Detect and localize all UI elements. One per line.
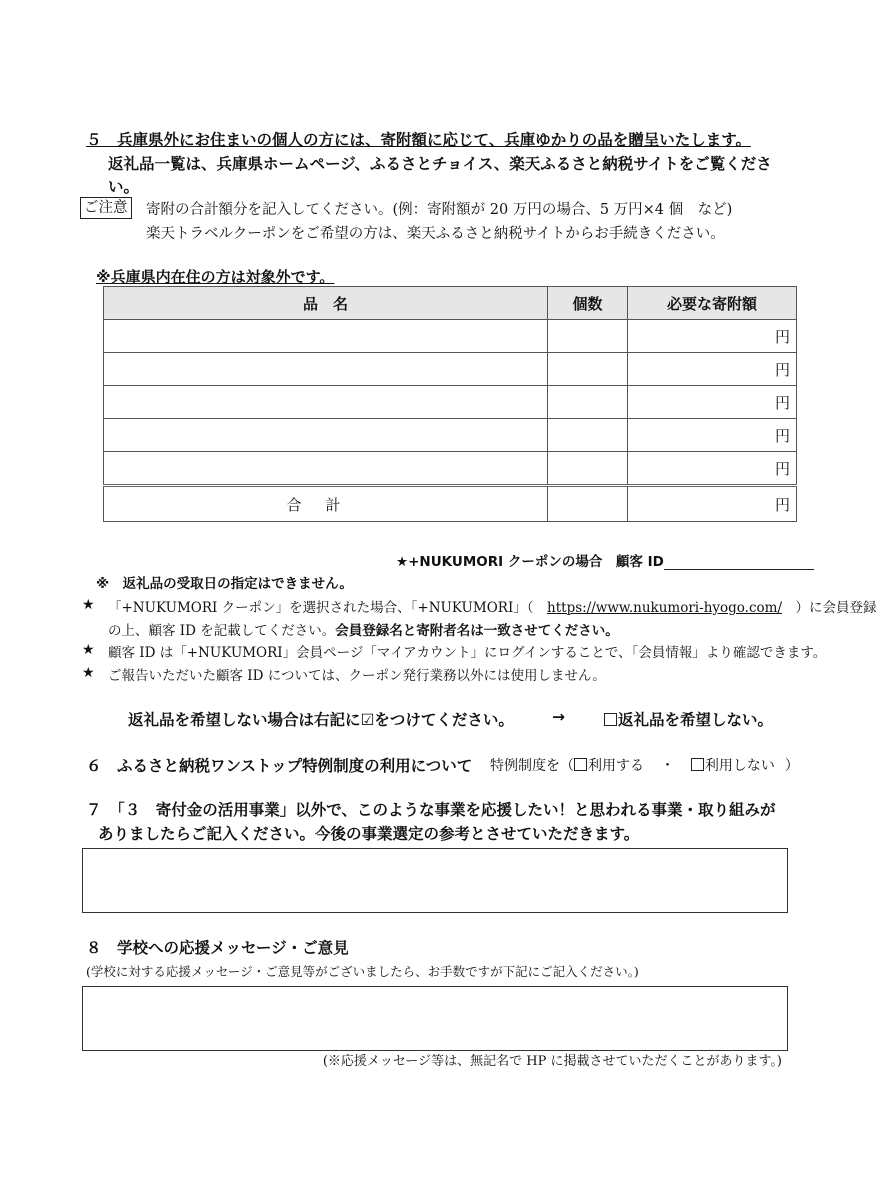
coupon-note-1-tail: ）に会員登録 [782, 600, 877, 616]
use-label: 利用する [588, 758, 644, 774]
column-header-quantity: 個数 [548, 287, 628, 320]
coupon-note-2: 顧客 ID は「+NUKUMORI」会員ページ「マイアカウント」にログインすることで、「会員情報」より確認できます。 [108, 645, 827, 661]
table-row [104, 320, 797, 353]
total-label: 合計 [104, 486, 548, 522]
section7-heading: ７ 「３ 寄付金の活用事業」以外で、このような事業を応援したい！と思われる事業・取り組みが [86, 801, 776, 819]
no-gift-option[interactable] [604, 708, 773, 730]
star-icon: ★ [82, 642, 95, 658]
option-separator: ・ [660, 758, 675, 774]
amount-cell[interactable]: 円 [628, 320, 797, 353]
gift-table [103, 286, 797, 522]
coupon-customer-id-label: ★+NUKUMORI クーポンの場合 顧客 ID [396, 554, 664, 570]
star-icon: ★ [82, 665, 95, 681]
coupon-note-1 [108, 596, 877, 616]
item-name-cell[interactable] [104, 386, 548, 419]
amount-cell[interactable]: 円 [628, 452, 797, 486]
table-row [104, 452, 797, 486]
coupon-note-1-text: 「+NUKUMORI クーポン」を選択された場合、「+NUKUMORI」（ [108, 600, 548, 616]
no-gift-instruction: 返礼品を希望しない場合は右記に☑をつけてください。 [128, 711, 514, 729]
column-header-amount: 必要な寄附額 [628, 287, 797, 320]
not-use-checkbox[interactable] [691, 758, 704, 771]
total-quantity-cell [548, 486, 628, 522]
coupon-note-1-cont [108, 619, 619, 639]
amount-cell[interactable]: 円 [628, 353, 797, 386]
item-name-cell[interactable] [104, 419, 548, 452]
total-amount-cell[interactable]: 円 [628, 486, 797, 522]
arrow-right-icon: → [552, 708, 565, 726]
quantity-cell[interactable] [548, 419, 628, 452]
nukumori-link[interactable]: https://www.nukumori-hyogo.com/ [547, 600, 782, 616]
caution-label: ご注意 [80, 197, 132, 219]
section7-heading-cont: ありましたらご記入ください。今後の事業選定の参考とさせていただきます。 [98, 825, 640, 843]
section8-heading: ８ 学校への応援メッセージ・ご意見 [86, 939, 349, 957]
caution-line2: 楽天トラベルクーポンをご希望の方は、楽天ふるさと納税サイトからお手続きください。 [146, 226, 725, 242]
quantity-cell[interactable] [548, 353, 628, 386]
project-suggestion-field[interactable] [82, 848, 788, 913]
coupon-note-1-cont-text: の上、顧客 ID を記載してください。 [108, 623, 336, 639]
quantity-cell[interactable] [548, 452, 628, 486]
one-stop-options [490, 755, 799, 775]
table-row [104, 419, 797, 452]
total-row [104, 486, 797, 522]
section8-subtext: (学校に対する応援メッセージ・ご意見等がございましたら、お手数ですが下記にご記入ください。) [86, 964, 639, 979]
not-use-label: 利用しない [704, 758, 775, 774]
one-stop-suffix: ） [784, 758, 799, 774]
item-name-cell[interactable] [104, 353, 548, 386]
quantity-cell[interactable] [548, 386, 628, 419]
caution-line1: 寄附の合計額分を記入してください。(例：寄附額が 20 万円の場合、5 万円×4 個 など) [146, 202, 733, 218]
use-checkbox[interactable] [574, 758, 587, 771]
amount-cell[interactable]: 円 [628, 419, 797, 452]
table-header-row [104, 287, 797, 320]
table-row [104, 353, 797, 386]
receive-date-note: ※ 返礼品の受取日の指定はできません。 [96, 576, 353, 592]
column-header-item-name: 品 名 [104, 287, 548, 320]
message-publish-note: (※応援メッセージ等は、無記名で HP に掲載させていただくことがあります。) [322, 1054, 782, 1069]
item-name-cell[interactable] [104, 320, 548, 353]
no-gift-checkbox[interactable] [604, 713, 617, 726]
no-gift-option-label: 返礼品を希望しない。 [618, 711, 774, 729]
section5-heading: ５ 兵庫県外にお住まいの個人の方には、寄附額に応じて、兵庫ゆかりの品を贈呈いたします。 [86, 131, 751, 149]
name-match-warning: 会員登録名と寄附者名は一致させてください。 [335, 623, 619, 639]
school-message-field[interactable] [82, 986, 788, 1051]
star-icon: ★ [82, 597, 95, 613]
section5-line2: 返礼品一覧は、兵庫県ホームページ、ふるさとチョイス、楽天ふるさと納税サイトをご覧くださ [108, 155, 772, 173]
quantity-cell[interactable] [548, 320, 628, 353]
coupon-customer-id-line [396, 550, 814, 570]
amount-cell[interactable]: 円 [628, 386, 797, 419]
customer-id-field[interactable] [664, 555, 814, 570]
coupon-note-3: ご報告いただいた顧客 ID については、クーポン発行業務以外には使用しません。 [108, 668, 606, 684]
table-row [104, 386, 797, 419]
section5-line3: い。 [108, 178, 140, 196]
section6-heading: ６ ふるさと納税ワンストップ特例制度の利用について [86, 757, 473, 775]
one-stop-prefix: 特例制度を（ [490, 758, 574, 774]
outside-prefecture-note: ※兵庫県内在住の方は対象外です。 [96, 268, 335, 286]
item-name-cell[interactable] [104, 452, 548, 486]
